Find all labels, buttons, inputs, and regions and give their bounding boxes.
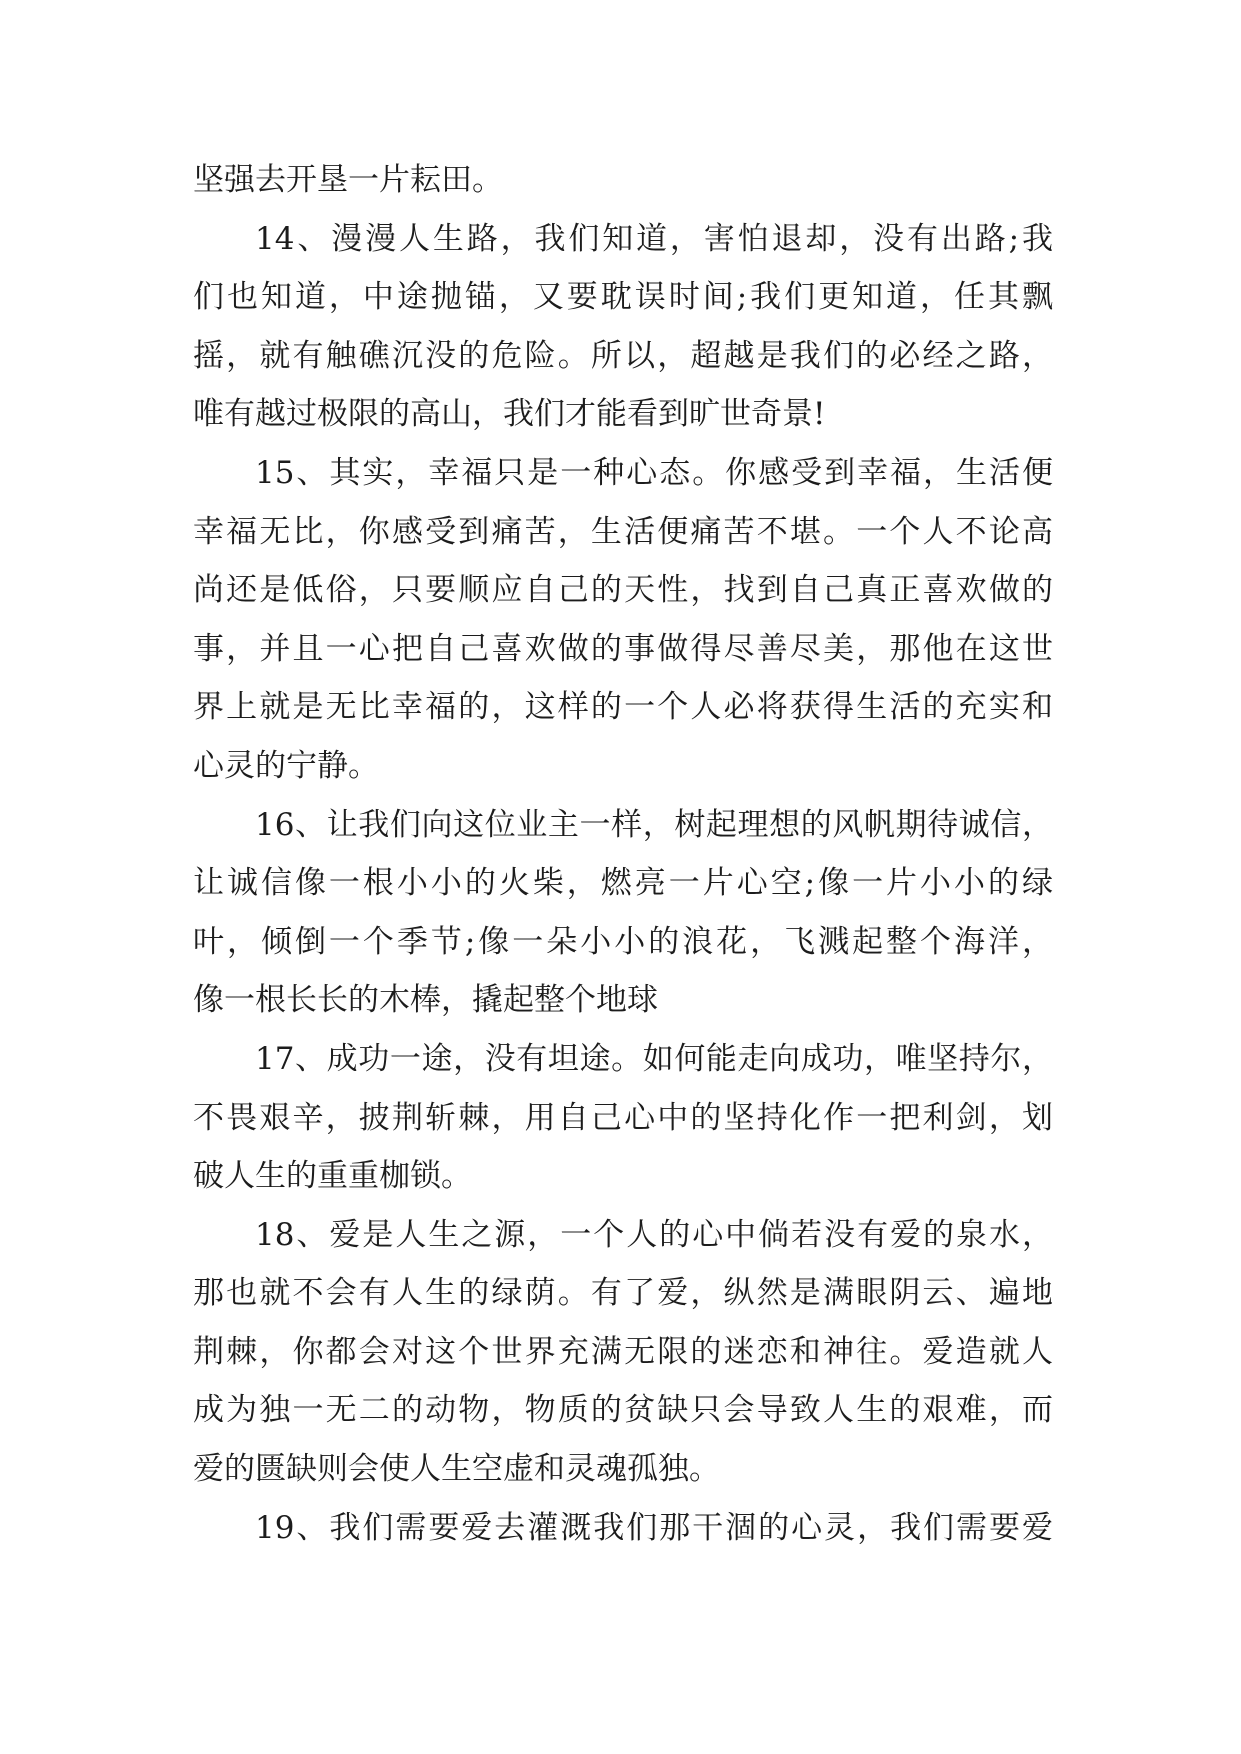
text-line: 成为独一无二的动物，物质的贫缺只会导致人生的艰难，而 (193, 1392, 1053, 1429)
paragraph-16-line: 16、让我们向这位业主一样，树起理想的风帆期待诚信， (255, 806, 1053, 843)
text-line: 叶，倾倒一个季节;像一朵小小的浪花，飞溅起整个海洋， (193, 923, 1053, 960)
text-line: 事，并且一心把自己喜欢做的事做得尽善尽美，那他在这世 (193, 630, 1053, 667)
paragraph-19-line: 19、我们需要爱去灌溉我们那干涸的心灵，我们需要爱 (255, 1509, 1053, 1546)
text-line: 界上就是无比幸福的，这样的一个人必将获得生活的充实和 (193, 689, 1053, 726)
paragraph-18-line: 18、爱是人生之源，一个人的心中倘若没有爱的泉水， (255, 1216, 1053, 1253)
text-line: 让诚信像一根小小的火柴，燃亮一片心空;像一片小小的绿 (193, 865, 1053, 902)
text-line: 们也知道，中途抛锚，又要耽误时间;我们更知道，任其飘 (193, 279, 1053, 316)
text-line: 荆棘，你都会对这个世界充满无限的迷恋和神往。爱造就人 (193, 1333, 1053, 1370)
text-line: 像一根长长的木棒，撬起整个地球 (193, 982, 658, 1019)
text-line: 不畏艰辛，披荆斩棘，用自己心中的坚持化作一把利剑，划 (193, 1099, 1053, 1136)
paragraph-15-line: 15、其实，幸福只是一种心态。你感受到幸福，生活便 (255, 454, 1053, 491)
text-line: 幸福无比，你感受到痛苦，生活便痛苦不堪。一个人不论高 (193, 513, 1053, 550)
paragraph-17-line: 17、成功一途，没有坦途。如何能走向成功，唯坚持尔， (255, 1040, 1053, 1077)
text-line: 心灵的宁静。 (193, 747, 379, 784)
paragraph-14-line: 14、漫漫人生路，我们知道，害怕退却，没有出路;我 (255, 220, 1053, 257)
text-line: 唯有越过极限的高山，我们才能看到旷世奇景! (193, 396, 826, 433)
text-line: 破人生的重重枷锁。 (193, 1158, 472, 1195)
text-line: 摇，就有触礁沉没的危险。所以，超越是我们的必经之路， (193, 337, 1053, 374)
document-body (193, 151, 1053, 1557)
text-line: 那也就不会有人生的绿荫。有了爱，纵然是满眼阴云、遍地 (193, 1275, 1053, 1312)
text-line: 爱的匮缺则会使人生空虚和灵魂孤独。 (193, 1451, 720, 1488)
text-line: 坚强去开垦一片耘田。 (193, 162, 503, 198)
text-line: 尚还是低俗，只要顺应自己的天性，找到自己真正喜欢做的 (193, 572, 1053, 609)
